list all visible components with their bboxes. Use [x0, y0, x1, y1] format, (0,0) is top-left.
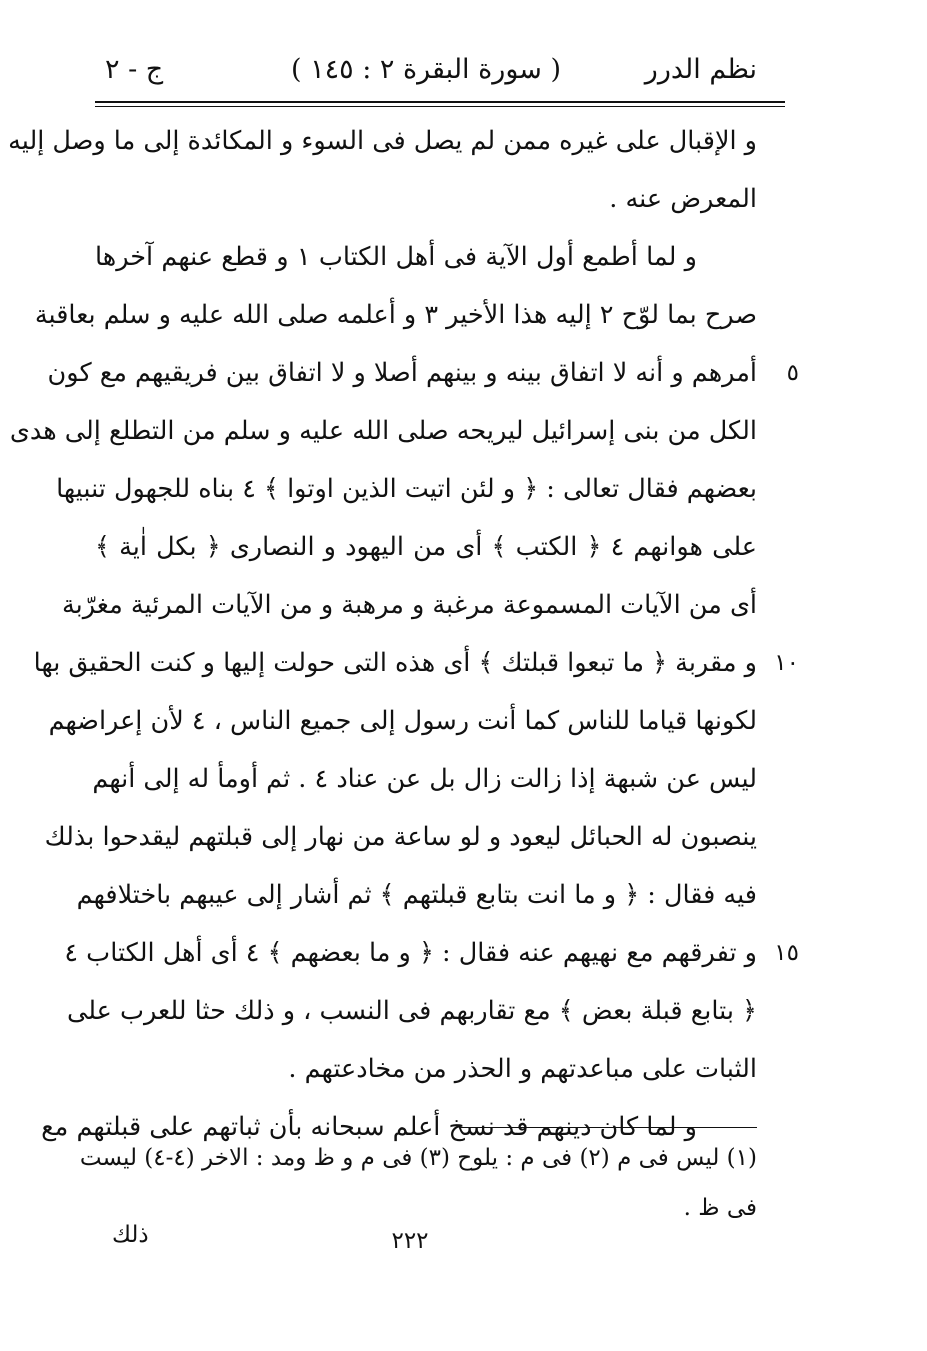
text-line: [76, 866, 757, 924]
text-line: [95, 518, 757, 576]
footnote-text: (١) ليس فى م (٢) فى م : يلوح (٣) فى م و ظ ومد : الاخر (٤-٤) ليست: [79, 1145, 757, 1171]
line-text: المعرض عنه .: [609, 184, 757, 214]
text-line: [92, 750, 757, 808]
running-header: [95, 50, 757, 90]
text-line: [33, 634, 799, 692]
line-text: ﴿ بتابع قبلة بعض ﴾ مع تقاربهم فى النسب ، و ذلك حثا للعرب على: [66, 996, 757, 1026]
text-line: [64, 924, 799, 982]
text-line: [48, 692, 757, 750]
line-number: ٥: [786, 360, 799, 386]
line-text: لكونها قياما للناس كما أنت رسول إلى جميع الناس ، ٤ لأن إعراضهم: [48, 706, 757, 736]
line-number: ١٠: [774, 650, 799, 676]
surah-reference: ( سورة البقرة ٢ : ١٤٥ ): [290, 54, 562, 85]
page-number: ٢٢٢: [391, 1228, 429, 1254]
text-line: [56, 460, 757, 518]
line-text: أى من الآيات المسموعة مرغبة و مرهبة و من الآيات المرئية مغرّبة: [61, 590, 757, 620]
text-line: [8, 112, 757, 170]
line-text: الثبات على مباعدتهم و الحذر من مخادعتهم .: [288, 1054, 757, 1084]
line-text: على هوانهم ٤ ﴿ الكتب ﴾ أى من اليهود و النصارى ﴿ بكل اٰية ﴾: [95, 532, 758, 562]
line-text: فيه فقال : ﴿ و ما انت بتابع قبلتهم ﴾ ثم أشار إلى عيبهم باختلافهم: [76, 880, 757, 910]
line-text: صرح بما لوّح ٢ إليه هذا الأخير ٣ و أعلمه صلى الله عليه و سلم بعاقبة: [34, 300, 757, 330]
volume-label: ج - ٢: [105, 54, 164, 85]
line-text: أمرهم و أنه لا اتفاق بينه و بينهم أصلا و لا اتفاق بين فريقيهم مع كون: [47, 358, 757, 388]
line-text: ليس عن شبهة إذا زالت زال بل عن عناد ٤ . ثم أومأ له إلى أنهم: [92, 764, 757, 794]
line-text: و الإقبال على غيره ممن لم يصل فى السوء و المكائدة إلى ما وصل إليه: [8, 126, 757, 156]
text-line: [34, 286, 757, 344]
book-title: نظم الدرر: [644, 54, 757, 85]
footnote-text: فى ظ .: [683, 1195, 757, 1221]
line-text: بعضهم فقال تعالى : ﴿ و لئن اتيت الذين اوتوا ﴾ ٤ بناه للجهول تنبيها: [56, 474, 757, 504]
text-line: [66, 982, 757, 1040]
line-text: الكل من بنى إسرائيل ليريحه صلى الله عليه و سلم من التطلع إلى هدى: [9, 416, 757, 446]
text-line: [61, 576, 757, 634]
footnotes: [79, 1133, 757, 1233]
line-text: و مقربة ﴿ ما تبعوا قبلتك ﴾ أى هذه التى حولت إليها و كنت الحقيق بها: [33, 648, 757, 678]
text-line: [9, 402, 757, 460]
line-text: و لما كان دينهم قد نسخ أعلم سبحانه بأن ثباتهم على قبلتهم مع: [41, 1112, 697, 1142]
main-text: [8, 112, 799, 1156]
text-line: [95, 170, 757, 228]
header-rule: [95, 101, 785, 107]
footnote-line: [95, 1183, 757, 1233]
footnote-rule: [460, 1127, 757, 1128]
footnote-line: [79, 1133, 757, 1183]
line-number: ١٥: [774, 940, 799, 966]
line-text: و لما أطمع أول الآية فى أهل الكتاب ١ و قطع عنهم آخرها: [95, 242, 698, 272]
catchword: ذلك: [112, 1222, 149, 1248]
line-text: ينصبون له الحبائل ليعود و لو ساعة من نهار إلى قبلتهم ليقدحوا بذلك: [44, 822, 757, 852]
text-line: [95, 1040, 757, 1098]
text-line: [47, 344, 799, 402]
text-line: [95, 228, 757, 286]
text-line: [44, 808, 757, 866]
line-text: و تفرقهم مع نهيهم عنه فقال : ﴿ و ما بعضهم ﴾ ٤ أى أهل الكتاب ٤: [64, 938, 757, 968]
